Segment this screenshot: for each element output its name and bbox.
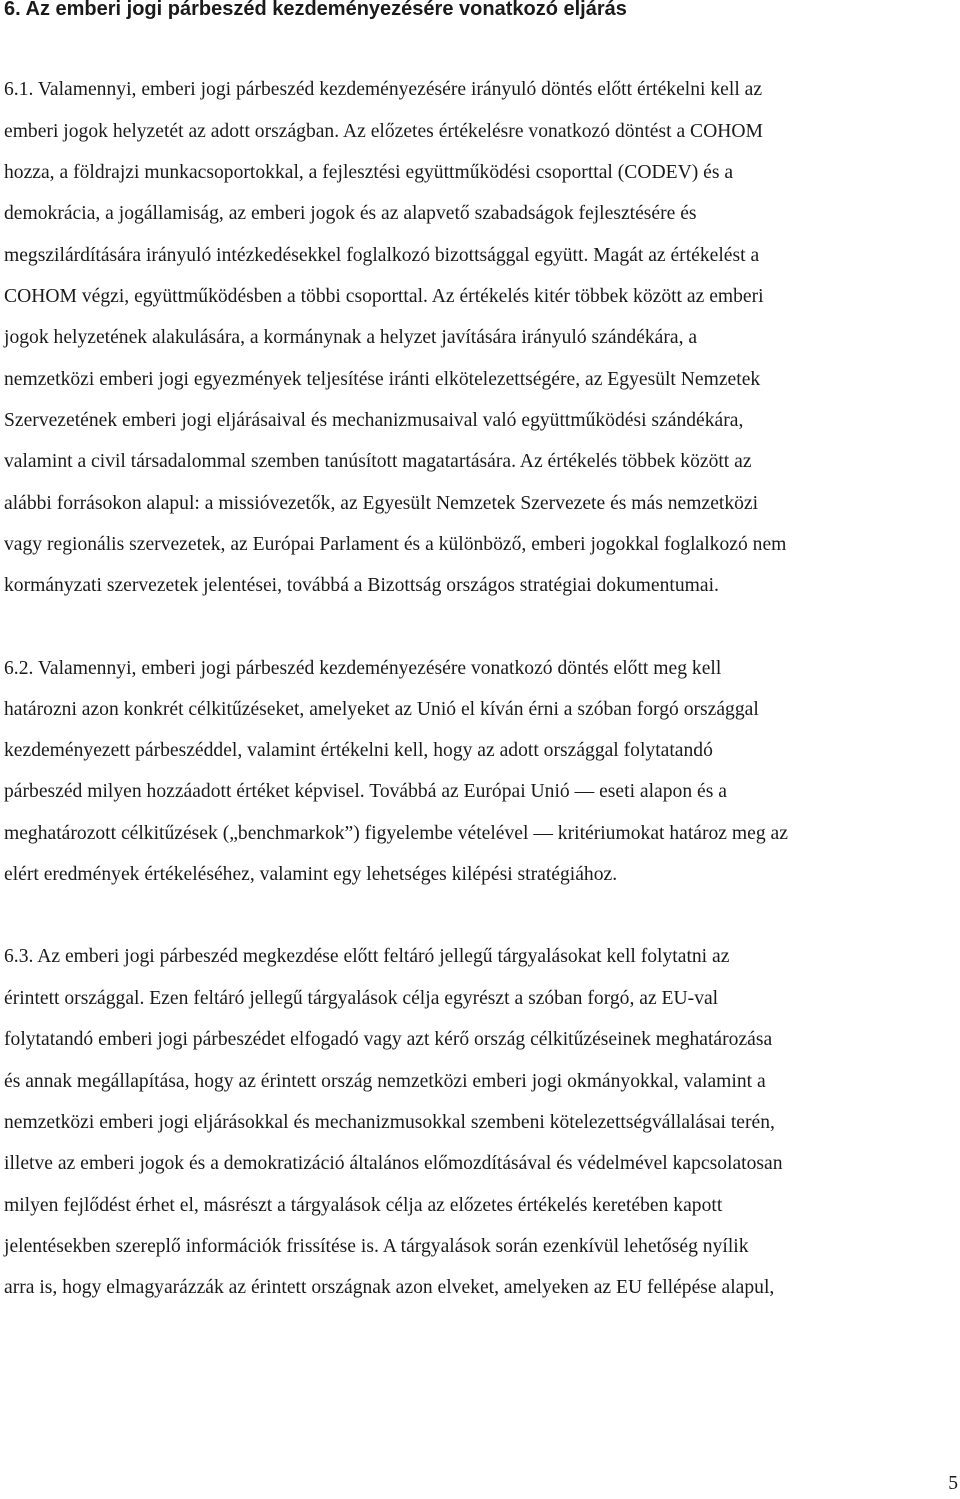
text-line: illetve az emberi jogok és a demokratizáció általános előmozdításával és védelmével kapcsolatosan	[4, 1153, 783, 1174]
text-line: párbeszéd milyen hozzáadott értéket képvisel. Továbbá az Európai Unió — eseti alapon és a	[4, 781, 727, 802]
text-line: 6.2. Valamennyi, emberi jogi párbeszéd kezdeményezésére vonatkozó döntés előtt meg kell	[4, 658, 722, 679]
text-line: 6.3. Az emberi jogi párbeszéd megkezdése előtt feltáró jellegű tárgyalásokat kell folytatni az	[4, 946, 730, 967]
text-line: nemzetközi emberi jogi eljárásokkal és mechanizmusokkal szembeni kötelezettségvállalásai terén,	[4, 1112, 775, 1133]
text-line: jelentésekben szereplő információk frissítése is. A tárgyalások során ezenkívül lehetőség nyílik	[4, 1236, 749, 1257]
text-line: elért eredmények értékeléséhez, valamint egy lehetséges kilépési stratégiához.	[4, 864, 618, 885]
text-line: emberi jogok helyzetét az adott országban. Az előzetes értékelésre vonatkozó döntést a COHOM	[4, 121, 763, 142]
text-line: nemzetközi emberi jogi egyezmények teljesítése iránti elkötelezettségére, az Egyesült Nemzetek	[4, 369, 761, 390]
text-line: folytatandó emberi jogi párbeszédet elfogadó vagy azt kérő ország célkitűzéseinek meghatározása	[4, 1029, 773, 1050]
text-line: és annak megállapítása, hogy az érintett ország nemzetközi emberi jogi okmányokkal, valamint a	[4, 1071, 766, 1092]
text-line: 6.1. Valamennyi, emberi jogi párbeszéd kezdeményezésére irányuló döntés előtt értékelni kell az	[4, 79, 763, 100]
text-line: alábbi forrásokon alapul: a missióvezetők, az Egyesült Nemzetek Szervezete és más nemzetközi	[4, 493, 759, 514]
text-line: valamint a civil társadalommal szemben tanúsított magatartására. Az értékelés többek között az	[4, 451, 752, 472]
page-number: 5	[948, 1473, 958, 1494]
text-line: kormányzati szervezetek jelentései, továbbá a Bizottság országos stratégiai dokumentumai.	[4, 575, 719, 596]
text-line: arra is, hogy elmagyarázzák az érintett országnak azon elveket, amelyeken az EU fellépése alapul,	[4, 1277, 775, 1298]
text-line: megszilárdítására irányuló intézkedésekkel foglalkozó bizottsággal együtt. Magát az értékelést a	[4, 245, 760, 266]
text-line: demokrácia, a jogállamiság, az emberi jogok és az alapvető szabadságok fejlesztésére és	[4, 203, 697, 224]
text-line: COHOM végzi, együttműködésben a többi csoporttal. Az értékelés kitér többek között az emberi	[4, 286, 764, 307]
text-line: Szervezetének emberi jogi eljárásaival és mechanizmusaival való együttműködési szándékára,	[4, 410, 744, 431]
text-line: érintett országgal. Ezen feltáró jellegű tárgyalások célja egyrészt a szóban forgó, az EU-val	[4, 988, 719, 1009]
text-line: milyen fejlődést érhet el, másrészt a tárgyalások célja az előzetes értékelés keretében kapott	[4, 1195, 723, 1216]
text-line: kezdeményezett párbeszéddel, valamint értékelni kell, hogy az adott országgal folytatandó	[4, 740, 713, 761]
text-line: határozni azon konkrét célkitűzéseket, amelyeket az Unió el kíván érni a szóban forgó országgal	[4, 699, 759, 720]
section-heading: 6. Az emberi jogi párbeszéd kezdeményezésére vonatkozó eljárás	[4, 0, 627, 20]
text-line: jogok helyzetének alakulására, a kormánynak a helyzet javítására irányuló szándékára, a	[4, 327, 698, 348]
text-line: meghatározott célkitűzések („benchmarkok”) figyelembe vételével — kritériumokat határoz meg az	[4, 823, 788, 844]
text-line: vagy regionális szervezetek, az Európai Parlament és a különböző, emberi jogokkal foglalkozó nem	[4, 534, 787, 555]
text-line: hozza, a földrajzi munkacsoportokkal, a fejlesztési együttműködési csoporttal (CODEV) és a	[4, 162, 734, 183]
